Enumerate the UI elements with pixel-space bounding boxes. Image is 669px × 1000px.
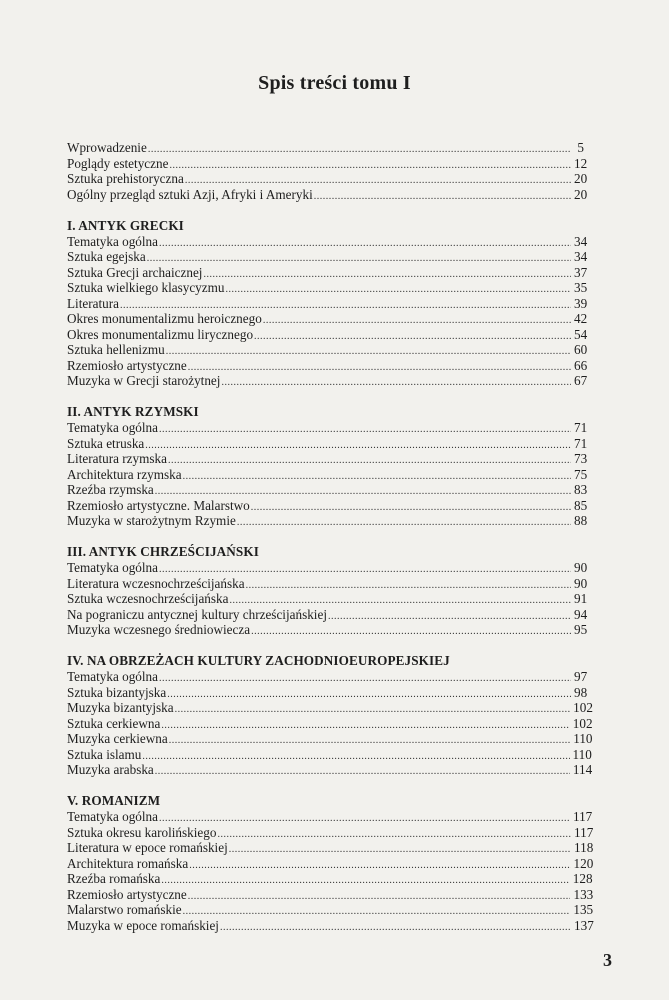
entry-title: Architektura romańska bbox=[67, 855, 189, 871]
dot-leader bbox=[142, 749, 569, 765]
entry-page-number: 75 bbox=[574, 466, 588, 482]
dot-leader bbox=[161, 718, 569, 734]
entry-page-number: 34 bbox=[574, 233, 588, 249]
entry-page-number: 88 bbox=[574, 513, 588, 528]
toc-section bbox=[67, 404, 588, 529]
dot-leader bbox=[220, 920, 571, 936]
table-of-contents bbox=[67, 140, 594, 949]
toc-entry bbox=[67, 311, 588, 327]
entry-page-number: 71 bbox=[574, 420, 588, 435]
entry-page-number: 102 bbox=[572, 715, 593, 731]
toc-entry bbox=[67, 840, 594, 856]
entry-page-number: 37 bbox=[574, 264, 588, 280]
dot-leader bbox=[246, 578, 571, 594]
entry-page-number: 117 bbox=[572, 809, 593, 824]
toc-entry bbox=[67, 497, 588, 514]
entry-page-number: 137 bbox=[574, 917, 594, 933]
toc-entry bbox=[67, 373, 588, 389]
entry-title: Tematyka ogólna bbox=[67, 420, 158, 435]
toc-entry bbox=[67, 917, 594, 934]
entry-title: Sztuka islamu bbox=[67, 746, 142, 762]
dot-leader bbox=[145, 438, 571, 454]
toc-entry bbox=[67, 482, 588, 498]
entry-title: Muzyka arabska bbox=[67, 762, 154, 777]
entry-page-number: 94 bbox=[574, 606, 588, 622]
entry-title: Muzyka bizantyjska bbox=[67, 700, 174, 715]
toc-entry bbox=[67, 591, 588, 607]
entry-title: Sztuka Grecji archaicznej bbox=[67, 264, 203, 280]
entry-page-number: 95 bbox=[574, 622, 588, 637]
entry-page-number: 133 bbox=[573, 886, 594, 902]
entry-title: Sztuka okresu karolińskiego bbox=[67, 824, 217, 840]
dot-leader bbox=[251, 500, 571, 516]
entry-title: Sztuka hellenizmu bbox=[67, 342, 165, 357]
toc-section bbox=[67, 544, 588, 638]
entry-title: Poglądy estetyczne bbox=[67, 155, 169, 171]
toc-entry bbox=[67, 715, 593, 732]
dot-leader bbox=[221, 375, 571, 391]
toc-entry bbox=[67, 513, 588, 529]
toc-entry bbox=[67, 886, 594, 903]
entry-page-number: 12 bbox=[574, 155, 588, 171]
entry-page-number: 110 bbox=[572, 746, 592, 762]
dot-leader bbox=[183, 469, 571, 485]
entry-title: Rzemiosło artystyczne. Malarstwo bbox=[67, 497, 250, 513]
entry-page-number: 90 bbox=[574, 575, 588, 591]
toc-entry bbox=[67, 824, 594, 841]
dot-leader bbox=[183, 904, 571, 920]
entry-page-number: 97 bbox=[574, 669, 588, 684]
dot-leader bbox=[155, 764, 570, 780]
toc-entry bbox=[67, 466, 588, 483]
entry-title: Sztuka wczesnochrześcijańska bbox=[67, 591, 229, 606]
toc-entry bbox=[67, 746, 592, 763]
entry-page-number: 118 bbox=[574, 840, 594, 855]
entry-title: Tematyka ogólna bbox=[67, 669, 158, 684]
entry-page-number: 34 bbox=[574, 249, 588, 264]
entry-page-number: 85 bbox=[574, 497, 588, 513]
toc-entry bbox=[67, 295, 588, 312]
entry-title: Wprowadzenie bbox=[67, 140, 147, 155]
dot-leader bbox=[175, 702, 571, 718]
toc-entry bbox=[67, 451, 588, 467]
entry-title: Okres monumentalizmu heroicznego bbox=[67, 311, 262, 326]
toc-entry bbox=[67, 684, 588, 701]
entry-title: Muzyka cerkiewna bbox=[67, 731, 168, 746]
toc-entry bbox=[67, 669, 588, 685]
toc-section bbox=[67, 140, 588, 202]
entry-title: Ogólny przegląd sztuki Azji, Afryki i Ameryki bbox=[67, 186, 313, 202]
page-title: Spis treści tomu I bbox=[258, 72, 411, 94]
dot-leader bbox=[159, 422, 571, 438]
toc-section bbox=[67, 217, 588, 389]
entry-page-number: 60 bbox=[574, 342, 588, 357]
entry-title: Literatura bbox=[67, 295, 119, 311]
toc-entry bbox=[67, 871, 593, 887]
entry-page-number: 98 bbox=[574, 684, 588, 700]
entry-title: Tematyka ogólna bbox=[67, 809, 158, 824]
entry-title: Tematyka ogólna bbox=[67, 233, 158, 249]
page-number: 3 bbox=[603, 950, 612, 970]
dot-leader bbox=[168, 453, 571, 469]
dot-leader bbox=[314, 189, 571, 205]
dot-leader bbox=[237, 515, 571, 531]
entry-title: Sztuka etruska bbox=[67, 435, 145, 451]
toc-entry bbox=[67, 342, 588, 358]
entry-page-number: 66 bbox=[574, 357, 588, 373]
toc-entry bbox=[67, 560, 588, 576]
dot-leader bbox=[328, 609, 571, 625]
dot-leader bbox=[159, 236, 571, 252]
toc-section bbox=[67, 653, 593, 778]
entry-title: Rzeźba rzymska bbox=[67, 482, 154, 497]
dot-leader bbox=[188, 889, 571, 905]
toc-entry bbox=[67, 233, 588, 250]
dot-leader bbox=[263, 313, 571, 329]
entry-page-number: 71 bbox=[574, 435, 588, 451]
dot-leader bbox=[229, 842, 571, 858]
entry-page-number: 83 bbox=[574, 482, 588, 497]
entry-title: Rzemiosło artystyczne bbox=[67, 357, 187, 373]
entry-title: Architektura rzymska bbox=[67, 466, 182, 482]
entry-page-number: 73 bbox=[574, 451, 588, 466]
entry-title: Sztuka prehistoryczna bbox=[67, 171, 184, 186]
toc-entry bbox=[67, 731, 593, 747]
entry-page-number: 35 bbox=[574, 280, 588, 295]
entry-title: Sztuka wielkiego klasycyzmu bbox=[67, 280, 225, 295]
entry-title: Sztuka cerkiewna bbox=[67, 715, 161, 731]
entry-title: Literatura rzymska bbox=[67, 451, 167, 466]
entry-title: Muzyka w starożytnym Rzymie bbox=[67, 513, 236, 528]
toc-entry bbox=[67, 622, 588, 638]
dot-leader bbox=[169, 158, 571, 174]
dot-leader bbox=[203, 267, 571, 283]
entry-title: Muzyka wczesnego średniowiecza bbox=[67, 622, 251, 637]
entry-title: Rzeźba romańska bbox=[67, 871, 161, 886]
entry-page-number: 20 bbox=[574, 186, 588, 202]
toc-entry bbox=[67, 171, 588, 187]
toc-entry bbox=[67, 249, 588, 265]
toc-entry bbox=[67, 155, 588, 172]
toc-entry bbox=[67, 700, 593, 716]
entry-title: Muzyka w epoce romańskiej bbox=[67, 917, 219, 933]
dot-leader bbox=[188, 360, 571, 376]
entry-title: Literatura wczesnochrześcijańska bbox=[67, 575, 245, 591]
toc-entry bbox=[67, 809, 593, 825]
dot-leader bbox=[147, 251, 571, 267]
dot-leader bbox=[167, 687, 571, 703]
entry-title: Okres monumentalizmu lirycznego bbox=[67, 326, 254, 342]
entry-page-number: 102 bbox=[573, 700, 593, 715]
dot-leader bbox=[148, 142, 571, 158]
entry-page-number: 20 bbox=[574, 171, 588, 186]
entry-page-number: 42 bbox=[574, 311, 588, 326]
dot-leader bbox=[169, 733, 571, 749]
toc-entry bbox=[67, 575, 588, 592]
entry-title: Tematyka ogólna bbox=[67, 560, 158, 575]
toc-entry bbox=[67, 326, 588, 343]
dot-leader bbox=[225, 282, 571, 298]
entry-page-number: 110 bbox=[573, 731, 593, 746]
entry-page-number: 114 bbox=[572, 762, 593, 777]
section-heading: II. ANTYK RZYMSKI bbox=[67, 404, 199, 419]
dot-leader bbox=[189, 858, 570, 874]
entry-title: Literatura w epoce romańskiej bbox=[67, 840, 228, 855]
entry-title: Rzemiosło artystyczne bbox=[67, 886, 187, 902]
toc-entry bbox=[67, 140, 584, 156]
section-heading: IV. NA OBRZEŻACH KULTURY ZACHODNIOEUROPEJSKIEJ bbox=[67, 653, 450, 668]
entry-page-number: 5 bbox=[577, 140, 584, 155]
entry-page-number: 91 bbox=[574, 591, 588, 606]
toc-entry bbox=[67, 606, 588, 623]
toc-entry bbox=[67, 855, 594, 872]
toc-section bbox=[67, 793, 594, 933]
toc-entry bbox=[67, 420, 588, 436]
entry-title: Na pograniczu antycznej kultury chrześcijańskiej bbox=[67, 606, 327, 622]
entry-page-number: 120 bbox=[573, 855, 594, 871]
toc-entry bbox=[67, 280, 588, 296]
toc-entry bbox=[67, 435, 588, 452]
entry-title: Malarstwo romańskie bbox=[67, 902, 182, 917]
entry-title: Sztuka bizantyjska bbox=[67, 684, 167, 700]
entry-page-number: 39 bbox=[574, 295, 588, 311]
dot-leader bbox=[161, 873, 569, 889]
toc-entry bbox=[67, 357, 588, 374]
entry-page-number: 90 bbox=[574, 560, 588, 575]
dot-leader bbox=[166, 344, 571, 360]
section-heading: I. ANTYK GRECKI bbox=[67, 217, 184, 233]
entry-page-number: 54 bbox=[574, 326, 588, 342]
dot-leader bbox=[217, 827, 571, 843]
toc-entry bbox=[67, 264, 588, 281]
dot-leader bbox=[254, 329, 571, 345]
entry-page-number: 128 bbox=[572, 871, 593, 886]
entry-title: Muzyka w Grecji starożytnej bbox=[67, 373, 221, 388]
entry-page-number: 135 bbox=[573, 902, 594, 917]
section-heading: III. ANTYK CHRZEŚCIJAŃSKI bbox=[67, 544, 259, 559]
dot-leader bbox=[159, 671, 571, 687]
dot-leader bbox=[251, 624, 571, 640]
entry-page-number: 117 bbox=[574, 824, 594, 840]
dot-leader bbox=[159, 811, 570, 827]
section-heading: V. ROMANIZM bbox=[67, 793, 161, 808]
entry-page-number: 67 bbox=[574, 373, 588, 388]
toc-entry bbox=[67, 186, 588, 203]
toc-entry bbox=[67, 762, 593, 778]
entry-title: Sztuka egejska bbox=[67, 249, 146, 264]
toc-entry bbox=[67, 902, 594, 918]
